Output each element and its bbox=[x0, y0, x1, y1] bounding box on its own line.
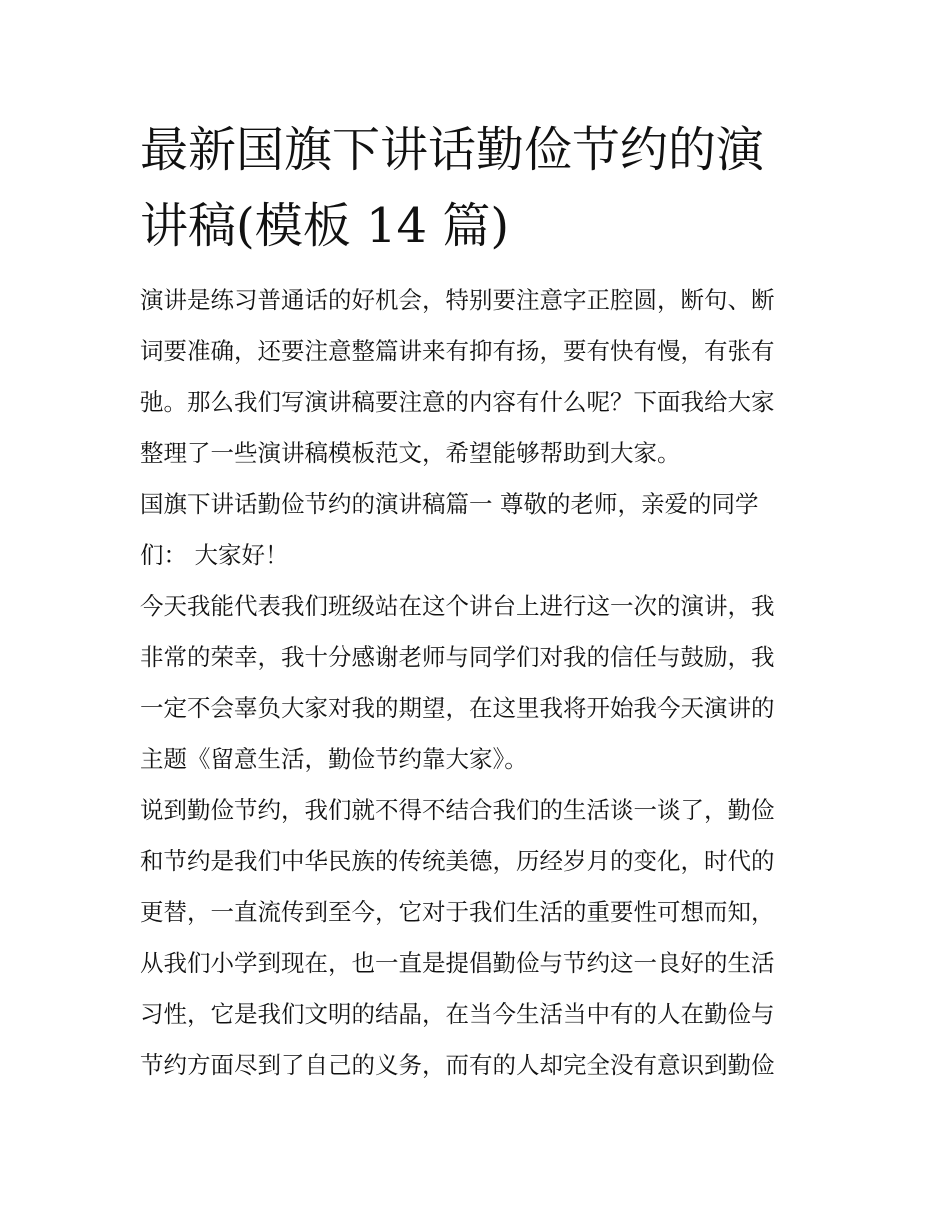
title-line: 最新国旗下讲话勤俭节约的演 bbox=[140, 122, 765, 178]
text-line: 更替，一直流传到至今，它对于我们生活的重要性可想而知， bbox=[140, 898, 775, 926]
text-line: 非常的荣幸，我十分感谢老师与同学们对我的信任与鼓励，我 bbox=[140, 643, 775, 671]
text-line: 整理了一些演讲稿模板范文，希望能够帮助到大家。 bbox=[140, 439, 681, 467]
paragraph-opening bbox=[140, 581, 820, 785]
text-line: 从我们小学到现在，也一直是提倡勤俭与节约这一良好的生活 bbox=[140, 949, 775, 977]
document-body bbox=[140, 275, 820, 1091]
paragraph-greeting bbox=[140, 479, 820, 581]
text-line: 说到勤俭节约，我们就不得不结合我们的生活谈一谈了，勤俭 bbox=[140, 796, 775, 824]
document-title bbox=[140, 112, 820, 264]
paragraph-body bbox=[140, 785, 820, 1091]
text-line: 词要准确，还要注意整篇讲来有抑有扬，要有快有慢，有张有 bbox=[140, 337, 775, 365]
text-line: 节约方面尽到了自己的义务，而有的人却完全没有意识到勤俭 bbox=[140, 1051, 775, 1079]
text-line: 和节约是我们中华民族的传统美德，历经岁月的变化，时代的 bbox=[140, 847, 775, 875]
text-line: 弛。那么我们写演讲稿要注意的内容有什么呢？下面我给大家 bbox=[140, 388, 775, 416]
text-line: 演讲是练习普通话的好机会，特别要注意字正腔圆，断句、断 bbox=[140, 286, 775, 314]
text-line: 今天我能代表我们班级站在这个讲台上进行这一次的演讲，我 bbox=[140, 592, 775, 620]
text-line: 一定不会辜负大家对我的期望，在这里我将开始我今天演讲的 bbox=[140, 694, 775, 722]
text-line: 们： 大家好！ bbox=[140, 541, 289, 569]
paragraph-intro bbox=[140, 275, 820, 479]
title-line: 讲稿(模板 14 篇) bbox=[140, 198, 510, 254]
text-line: 主题《留意生活，勤俭节约靠大家》。 bbox=[140, 745, 528, 773]
text-line: 国旗下讲话勤俭节约的演讲稿篇一 尊敬的老师，亲爱的同学 bbox=[140, 490, 759, 518]
text-line: 习性，它是我们文明的结晶，在当今生活当中有的人在勤俭与 bbox=[140, 1000, 775, 1028]
